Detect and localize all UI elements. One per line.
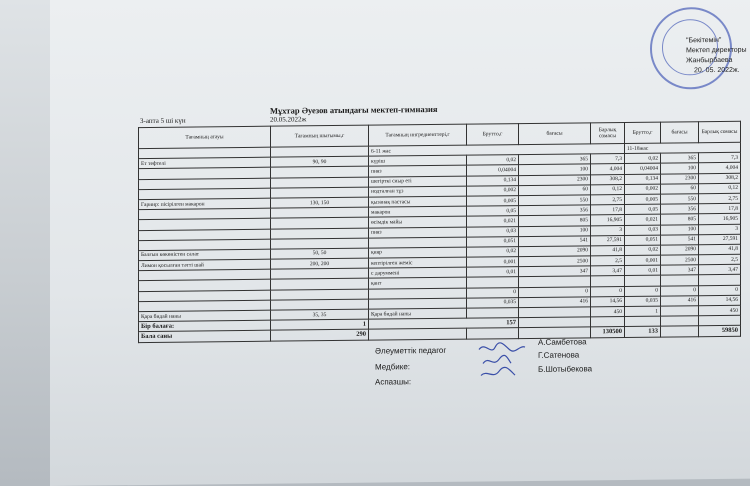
table-row: 0,051 541 27,591 0,051 541 27,591: [139, 234, 741, 250]
table-row: Балғын көкөністен салат 50, 50 қияр 0,02 2090 41,8 0,02 2090 41,8: [139, 244, 741, 260]
header-row: Тағамның атауы Тағамның шығымы,г Тағамның ингредиенттері,г Брутто,г бағасы Барлық сомасы Брутто,г бағасы Барлық сомасы: [139, 121, 741, 148]
handwritten-signature-icon: [475, 341, 535, 382]
table-row: қант: [139, 275, 741, 291]
table-row: Гарнир: пісірілген макарон 130, 150 қызанақ пастасы 0,005 550 2,75 0,005 550 2,75: [139, 193, 741, 209]
week-label: 3-апта 5 ші күн: [140, 116, 186, 126]
per-child-row: Бір балаға: 1 157: [139, 315, 741, 331]
date-label: 20.05.2022ж: [270, 115, 307, 124]
signature-name-nurse: Г.Сатенова: [538, 350, 580, 360]
signature-name-cook: Б.Шотыбекова: [538, 364, 593, 374]
signature-role-social: Әлеуметтік педагог: [375, 345, 447, 356]
table-row: Ет тефтелі 90, 90 күріш 0,02 365 7,3 0,02 365 7,3: [139, 152, 741, 168]
table-row: иодталған тұз 0,002 60 0,12 0,002 60 0,12: [139, 183, 741, 199]
table-row: пияз 0,03 100 3 0,03 100 3: [139, 224, 741, 240]
signature-role-cook: Аспазшы:: [375, 377, 412, 387]
table-row: өсімдік майы 0,021 805 16,905 0,021 805 16,905: [139, 214, 741, 230]
child-count-row: Бала саны 290 130500 133 59850: [139, 326, 741, 342]
table-row: 0,035 416 14,56 0,035 416 14,56: [139, 295, 741, 311]
approval-block: "Бекітемін" Мектеп директоры Жанбырбаева 20. 05. 2022ж.: [686, 36, 747, 75]
table-row: шегірткі сиыр еті 0,134 2300 308,2 0,134 2300 308,2: [139, 173, 741, 189]
table-row: Қара бидай наны 35, 35 Қара бидай наны 450 1 450: [139, 305, 741, 321]
age-row: 6-11 жас 11-18жас: [139, 142, 741, 158]
signature-name-social: А.Самбетова: [538, 337, 587, 347]
table-row: с дәруммені 0,01 347 3,47 0,01 347 3,47: [139, 265, 741, 281]
table-row: Лимон қосылған тәтті шай 200, 200 кептірілген жеміс 0,001 2500 2,5 0,001 2500 2,5: [139, 254, 741, 270]
table-row: 0 0 0 0 0 0: [139, 285, 741, 301]
signature-role-nurse: Медбике:: [375, 362, 411, 372]
document-page: [50, 0, 750, 486]
document-title: Мұхтар Әуезов атындағы мектеп-гимназия: [270, 103, 438, 116]
table-row: пияз 0,04004 100 4,004 0,04004 100 4,004: [139, 163, 741, 179]
table-row: макарон 0,05 356 17,8 0,05 356 17,8: [139, 203, 741, 219]
menu-table: [138, 121, 741, 343]
